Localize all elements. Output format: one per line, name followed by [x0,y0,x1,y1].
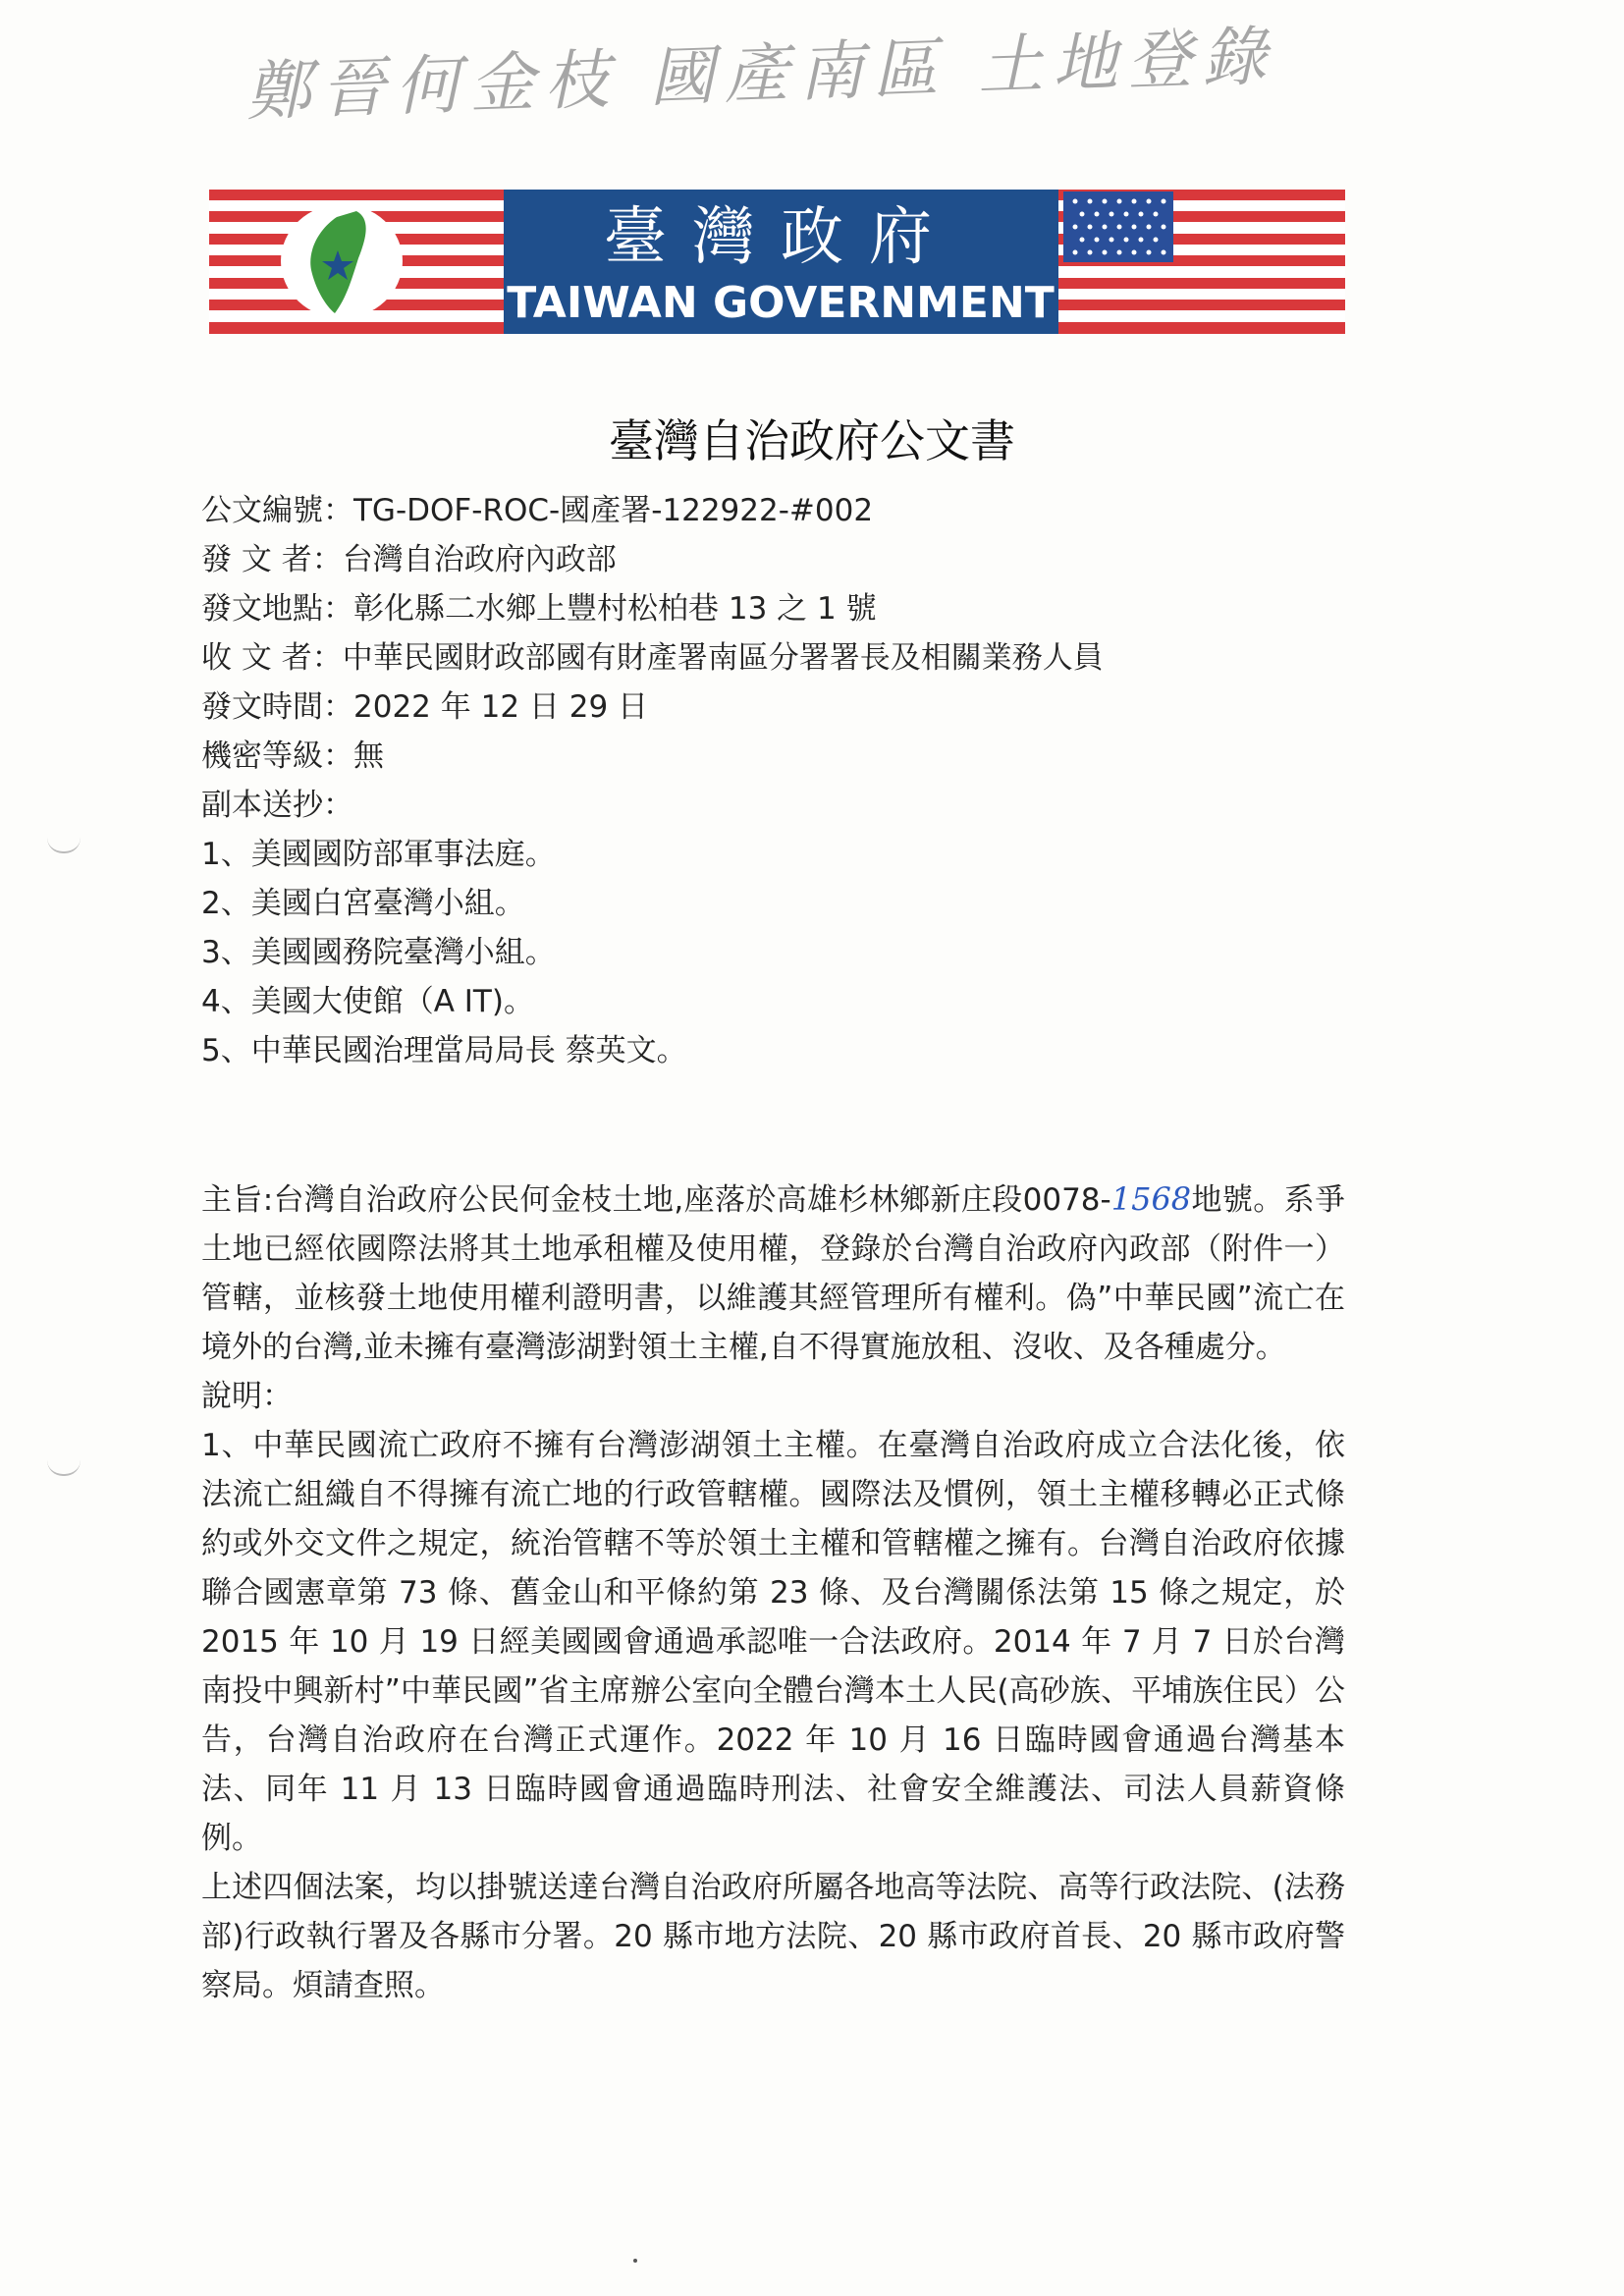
meta-label: 副本送抄： [201,788,353,823]
scan-speck [633,2259,637,2263]
meta-row-sender [201,535,1104,584]
meta-label: 收 文 者： [201,640,343,676]
taiwan-emblem-icon [281,204,403,318]
scan-mark [47,1460,81,1476]
meta-label: 發文地點： [201,591,353,627]
taiwan-government-banner [209,190,1345,334]
meta-row-date [201,683,1104,732]
meta-label: 機密等級： [201,738,353,774]
subject-text: 系爭土地已經依國際法將其土地承租權及使用權，登錄於台灣自治政府內政部（附件一）管轄，並核發土地使用權利證明書，以維護其經管理所有權利。偽”中華民國”流亡在境外的台灣,並未擁有臺灣澎湖對領土主權,自不得實施放租、沒收、及各種處分。 [201,1182,1346,1365]
meta-label: 公文編號： [201,493,353,528]
meta-row-doc-number [201,486,1104,535]
subject-prefix: 主旨:台灣自治政府公民何金枝土地,座落於高雄杉林鄉新庄段0078- [201,1182,1111,1218]
cc-item: 2、美國白宮臺灣小組。 [201,886,525,921]
document-title: 臺灣自治政府公文書 [609,414,1015,467]
cc-item: 5、中華民國治理當局局長 蔡英文。 [201,1033,687,1068]
document-body [201,1175,1345,2010]
subject-paragraph [201,1175,1345,1372]
handwritten-lot-number: 1568 [1110,1180,1192,1218]
subject-suffix: 地號。 [1191,1182,1284,1218]
meta-value: 無 [353,738,384,774]
cc-item: 4、美國大使館（A IT)。 [201,984,534,1019]
meta-value: 彰化縣二水鄉上豐村松柏巷 13 之 1 號 [353,591,877,627]
meta-label: 發 文 者： [201,542,343,577]
meta-row-cc [201,781,1104,830]
meta-value: TG-DOF-ROC-國產署-122922-#002 [353,493,874,528]
meta-value: 2022 年 12 日 29 日 [353,689,649,725]
banner-title-cn: 臺灣政府 [604,201,957,274]
meta-value: 中華民國財政部國有財產署南區分署署長及相關業務人員 [342,640,1104,676]
meta-label: 發文時間： [201,689,353,725]
meta-row-classification [201,732,1104,781]
explanation-paragraph-1: 1、中華民國流亡政府不擁有台灣澎湖領土主權。在臺灣自治政府成立合法化後，依法流亡組織自不得擁有流亡地的行政管轄權。國際法及慣例，領土主權移轉必正式條約或外交文件之規定，統治管轄不等於領土主權和管轄權之擁有。台灣自治政府依據聯合國憲章第 73 條、舊金山和平條約第 23 條、及台灣關係法第 15 條之規定，於 2015 年 10 月 19 日經美國國會通過承認唯一合法政府。2014 年 7 月 7 日於台灣南投中興新村”中華民國”省主席辦公室向全體台灣本土人民(高砂族、平埔族住民）公告，台灣自治政府在台灣正式運作。2022 年 10 月 16 日臨時國會通過台灣基本法、同年 11 月 13 日臨時國會通過臨時刑法、社會安全維護法、司法人員薪資條例。 [201,1428,1345,1856]
banner-title-en: TAIWAN GOVERNMENT [507,278,1055,328]
document-meta [201,486,1104,1075]
cc-item: 3、美國國務院臺灣小組。 [201,935,556,970]
explanation-paragraph-2: 上述四個法案，均以掛號送達台灣自治政府所屬各地高等法院、高等行政法院、(法務部)行政執行署及各縣市分署。20 縣市地方法院、20 縣市政府首長、20 縣市政府警察局。煩請查照。 [201,1870,1345,2003]
handwritten-note: 鄭晉何金枝 國產南區 土地登錄 [244,18,1278,131]
explanation-label: 說明： [201,1379,293,1414]
cc-item: 1、美國國防部軍事法庭。 [201,837,556,872]
meta-row-recipient [201,633,1104,683]
meta-value: 台灣自治政府內政部 [342,542,617,577]
scan-mark [47,838,81,853]
stars-canton-icon [1063,191,1173,262]
meta-row-location [201,584,1104,633]
